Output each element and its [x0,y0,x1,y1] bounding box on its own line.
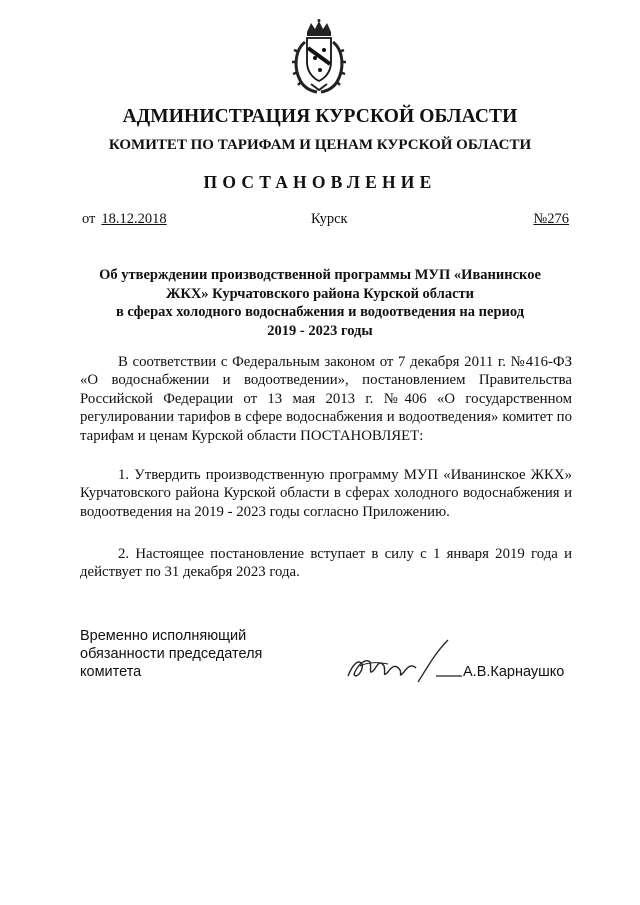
organization-title: АДМИНИСТРАЦИЯ КУРСКОЙ ОБЛАСТИ [122,106,518,127]
document-date [82,211,167,228]
preamble-paragraph [80,353,572,445]
item-2-paragraph [80,545,572,582]
coat-of-arms-icon [291,18,347,94]
item-2-text: 2. Настоящее постановление вступает в силу с 1 января 2019 года и действует по 31 декабря 2023 года. [80,546,572,581]
item-1-text: 1. Утвердить производственную программу МУП «Иванинское ЖКХ» Курчатовского района Курской области в сферах холодного водоснабжения и водоотведения на 2019 - 2023 годы согласно Приложению. [80,467,572,520]
subject-line: ЖКХ» Курчатовского района Курской области [165,285,474,302]
position-line: Временно исполняющий [80,628,247,644]
item-1-paragraph [80,466,572,521]
signatory-name: А.В.Карнаушко [463,664,565,680]
date-value: 18.12.2018 [101,211,167,227]
position-line: обязанности председателя [80,646,263,663]
preamble-text: В соответствии с Федеральным законом от 7 декабря 2011 г. №416-ФЗ «О водоснабжении и водоотведении», постановлением Правительства Российской Федерации от 13 мая 2013 г. №406 «О государственном регулировании тарифов в сфере водоснабжения и водоотведения» комитет по тарифам и ценам Курской области ПОСТАНОВЛЯЕТ: [80,354,572,444]
document-city: Курск [311,211,348,227]
document-number: №276 [533,211,569,227]
date-prefix: от [82,211,96,227]
subject-line: в сферах холодного водоснабжения и водоотведения на период [115,304,525,321]
position-line: комитета [80,664,142,681]
handwritten-signature [344,636,464,692]
document-type: ПОСТАНОВЛЕНИЕ [203,172,437,192]
subject-line: Об утверждении производственной программы МУП «Иванинское [99,267,541,283]
subject-line: 2019 - 2023 годы [267,322,373,339]
document-subject [0,266,640,340]
signatory-position [80,627,262,682]
committee-title: КОМИТЕТ ПО ТАРИФАМ И ЦЕНАМ КУРСКОЙ ОБЛАСТИ [108,137,532,153]
